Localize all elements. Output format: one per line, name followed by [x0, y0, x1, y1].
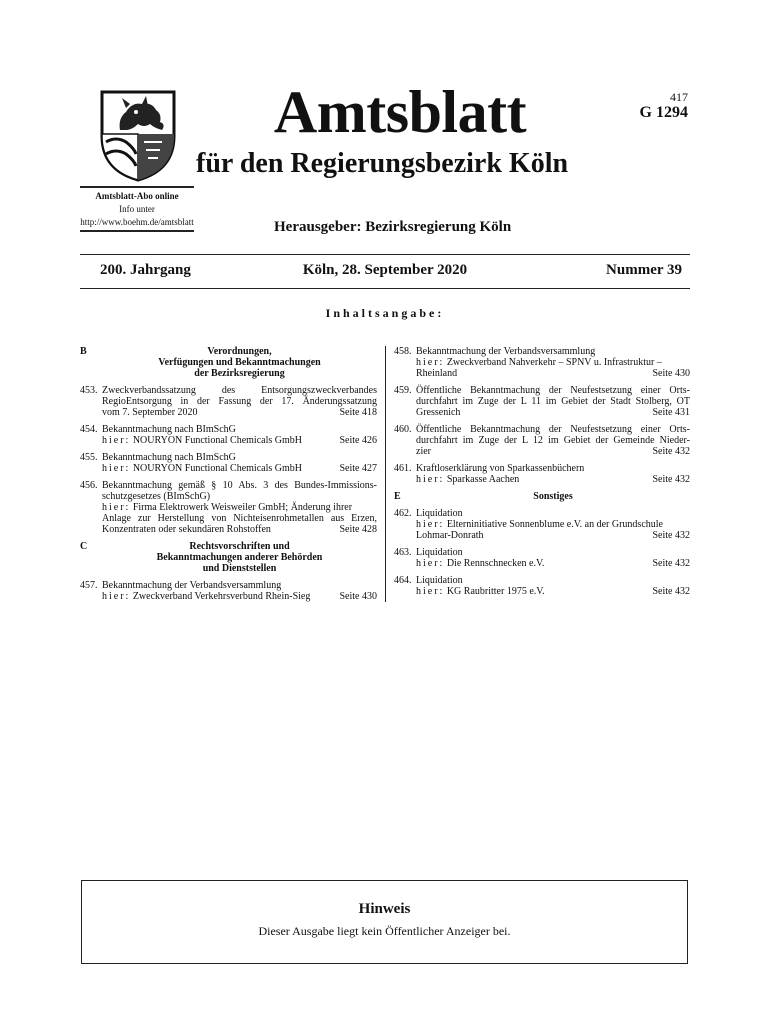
toc-entry-463[interactable] — [394, 547, 690, 569]
toc-entry-464[interactable] — [394, 575, 690, 597]
entry-line: Konzentraten oder sekundären Rohstoffen — [102, 524, 271, 535]
hier-label: hier: — [102, 463, 131, 474]
entry-body — [416, 463, 690, 485]
toc-entry-460[interactable] — [394, 424, 690, 457]
section-title — [102, 541, 377, 574]
entry-line: Bekanntmachung der Verbandsversammlung — [102, 580, 282, 591]
toc-entry-455[interactable] — [80, 452, 377, 474]
page-reference: Seite 432 — [652, 474, 690, 485]
entry-line: Öffentliche Bekanntmachung der Neufestsetzung einer Orts- — [416, 424, 690, 435]
issue-number: Nummer 39 — [606, 262, 682, 278]
issue-info-row — [80, 262, 690, 282]
publisher: Herausgeber: Bezirksregierung Köln — [274, 219, 512, 235]
entry-line: Bekanntmachung der Verbandsversammlung — [416, 346, 596, 357]
page-reference: Seite 432 — [652, 558, 690, 569]
hier-label: hier: — [102, 502, 131, 513]
entry-body — [416, 385, 690, 418]
toc-entry-462[interactable] — [394, 508, 690, 541]
masthead-subtitle: für den Regierungsbezirk Köln — [196, 148, 569, 179]
entry-line: Liquidation — [416, 575, 463, 586]
entry-line: Zweckverband Nahverkehr – SPNV u. Infrastruktur – — [446, 357, 662, 368]
section-e — [394, 491, 690, 502]
toc-entry-461[interactable] — [394, 463, 690, 485]
section-b — [80, 346, 377, 379]
notice-title: Hinweis — [358, 901, 411, 917]
page-reference: Seite 426 — [339, 435, 377, 446]
page-reference: Seite 428 — [339, 524, 377, 535]
section-title-line: Verordnungen, — [207, 346, 272, 357]
entry-body — [102, 580, 377, 602]
hier-label: hier: — [416, 357, 445, 368]
entry-body — [102, 424, 377, 446]
abo-info — [80, 190, 194, 229]
masthead-rule-top — [80, 254, 690, 255]
masthead-rule-bottom — [80, 288, 690, 289]
toc-entry-453[interactable] — [80, 385, 377, 418]
hier-label: hier: — [102, 591, 131, 602]
section-letter: E — [394, 491, 401, 502]
section-title-line: und Dienststellen — [202, 563, 277, 574]
page-reference: Seite 431 — [652, 407, 690, 418]
entry-line: Öffentliche Bekanntmachung der Neufestsetzung einer Orts- — [416, 385, 690, 396]
entry-line: Liquidation — [416, 547, 463, 558]
entry-body — [416, 547, 690, 569]
entry-body — [102, 480, 377, 535]
hier-label: hier: — [416, 586, 445, 597]
section-letter: B — [80, 346, 87, 357]
entry-line: Bekanntmachung nach BImSchG — [102, 452, 236, 463]
abo-title: Amtsblatt-Abo online — [95, 191, 179, 201]
toc-entry-457[interactable] — [80, 580, 377, 602]
entry-line: Elterninitiative Sonnenblume e.V. an der Grundschule — [446, 519, 663, 530]
entry-body — [416, 508, 690, 541]
entry-line: Lohmar-Donrath — [416, 530, 484, 541]
page-reference: Seite 432 — [652, 530, 690, 541]
abo-divider-bottom — [80, 230, 194, 232]
column-divider — [385, 346, 386, 602]
entry-number: 454. — [80, 424, 98, 435]
entry-body — [102, 452, 377, 474]
toc-heading: Inhaltsangabe: — [325, 306, 445, 320]
toc-entry-459[interactable] — [394, 385, 690, 418]
entry-number: 456. — [80, 480, 98, 491]
section-title-line: der Bezirksregierung — [194, 368, 285, 379]
abo-info-line: Info unter — [119, 204, 155, 214]
section-title — [102, 346, 377, 379]
entry-line: vom 7. September 2020 — [102, 407, 198, 418]
entry-line: NOURYON Functional Chemicals GmbH — [132, 435, 302, 446]
entry-line: Firma Elektrowerk Weisweiler GmbH; Änderung ihrer — [132, 502, 353, 513]
entry-line: NOURYON Functional Chemicals GmbH — [132, 463, 302, 474]
page-reference: Seite 427 — [339, 463, 377, 474]
masthead-title: Amtsblatt — [273, 79, 527, 145]
toc-entry-456[interactable] — [80, 480, 377, 535]
section-title-line: Verfügungen und Bekanntmachungen — [158, 357, 321, 368]
entry-line: durchfahrt im Zuge der L 12 im Gebiet der Gemeinde Nieder- — [416, 435, 690, 446]
entry-line: Liquidation — [416, 508, 463, 519]
publication-code: G 1294 — [639, 104, 688, 121]
entry-line: Zweckverband Verkehrsverbund Rhein-Sieg — [132, 591, 311, 602]
entry-number: 463. — [394, 547, 412, 558]
entry-body — [416, 575, 690, 597]
entry-line: Zweckverbandssatzung des Entsorgungszweckverbandes — [102, 385, 377, 396]
entry-number: 455. — [80, 452, 98, 463]
page-reference: Seite 432 — [652, 446, 690, 457]
toc-entry-458[interactable] — [394, 346, 690, 379]
entry-line: Bekanntmachung nach BImSchG — [102, 424, 236, 435]
toc-entry-454[interactable] — [80, 424, 377, 446]
entry-body — [102, 385, 377, 418]
entry-number: 460. — [394, 424, 412, 435]
notice-box — [81, 880, 688, 964]
entry-line: zier — [416, 446, 431, 457]
entry-line: Rheinland — [416, 368, 458, 379]
entry-line: Anlage zur Herstellung von Nichteisenrohmetallen aus Erzen, — [102, 513, 377, 524]
abo-url-link[interactable]: http://www.boehm.de/amtsblatt — [80, 217, 194, 227]
hier-label: hier: — [416, 474, 445, 485]
abo-divider-top — [80, 186, 194, 188]
entry-line: KG Raubritter 1975 e.V. — [446, 586, 545, 597]
section-title: Sonstiges — [533, 491, 573, 502]
entry-line: Bekanntmachung gemäß § 10 Abs. 3 des Bundes-Immissions- — [102, 480, 377, 491]
entry-line: Gressenich — [416, 407, 461, 418]
page-reference: Seite 418 — [339, 407, 377, 418]
toc-right-column — [394, 346, 690, 603]
entry-line: Kraftloserklärung von Sparkassenbüchern — [416, 463, 585, 474]
hier-label: hier: — [416, 519, 445, 530]
issue-date: Köln, 28. September 2020 — [302, 262, 468, 278]
entry-number: 457. — [80, 580, 98, 591]
entry-line: schutzgesetzes (BImSchG) — [102, 491, 211, 502]
notice-text: Dieser Ausgabe liegt kein Öffentlicher Anzeiger bei. — [258, 924, 511, 938]
entry-number: 464. — [394, 575, 412, 586]
hier-label: hier: — [102, 435, 131, 446]
section-title-line: Bekanntmachungen anderer Behörden — [156, 552, 323, 563]
entry-number: 458. — [394, 346, 412, 357]
page-reference: Seite 430 — [339, 591, 377, 602]
toc-left-column — [80, 346, 377, 608]
entry-number: 453. — [80, 385, 98, 396]
entry-number: 459. — [394, 385, 412, 396]
page-reference: Seite 430 — [652, 368, 690, 379]
entry-body — [416, 424, 690, 457]
entry-line: durchfahrt im Zuge der L 11 im Gebiet der Stadt Stolberg, OT — [416, 396, 690, 407]
section-letter: C — [80, 541, 88, 552]
hier-label: hier: — [416, 558, 445, 569]
page-reference: Seite 432 — [652, 586, 690, 597]
section-title-line: Rechtsvorschriften und — [189, 541, 290, 552]
entry-line: Die Rennschnecken e.V. — [446, 558, 545, 569]
page-number: 417 — [670, 90, 688, 104]
entry-number: 462. — [394, 508, 412, 519]
jahrgang: 200. Jahrgang — [100, 262, 191, 278]
entry-number: 461. — [394, 463, 412, 474]
entry-line: Sparkasse Aachen — [446, 474, 520, 485]
section-c — [80, 541, 377, 574]
entry-line: RegioEntsorgung in der Fassung der 17. Änderungssatzung — [102, 396, 377, 407]
entry-body — [416, 346, 690, 379]
